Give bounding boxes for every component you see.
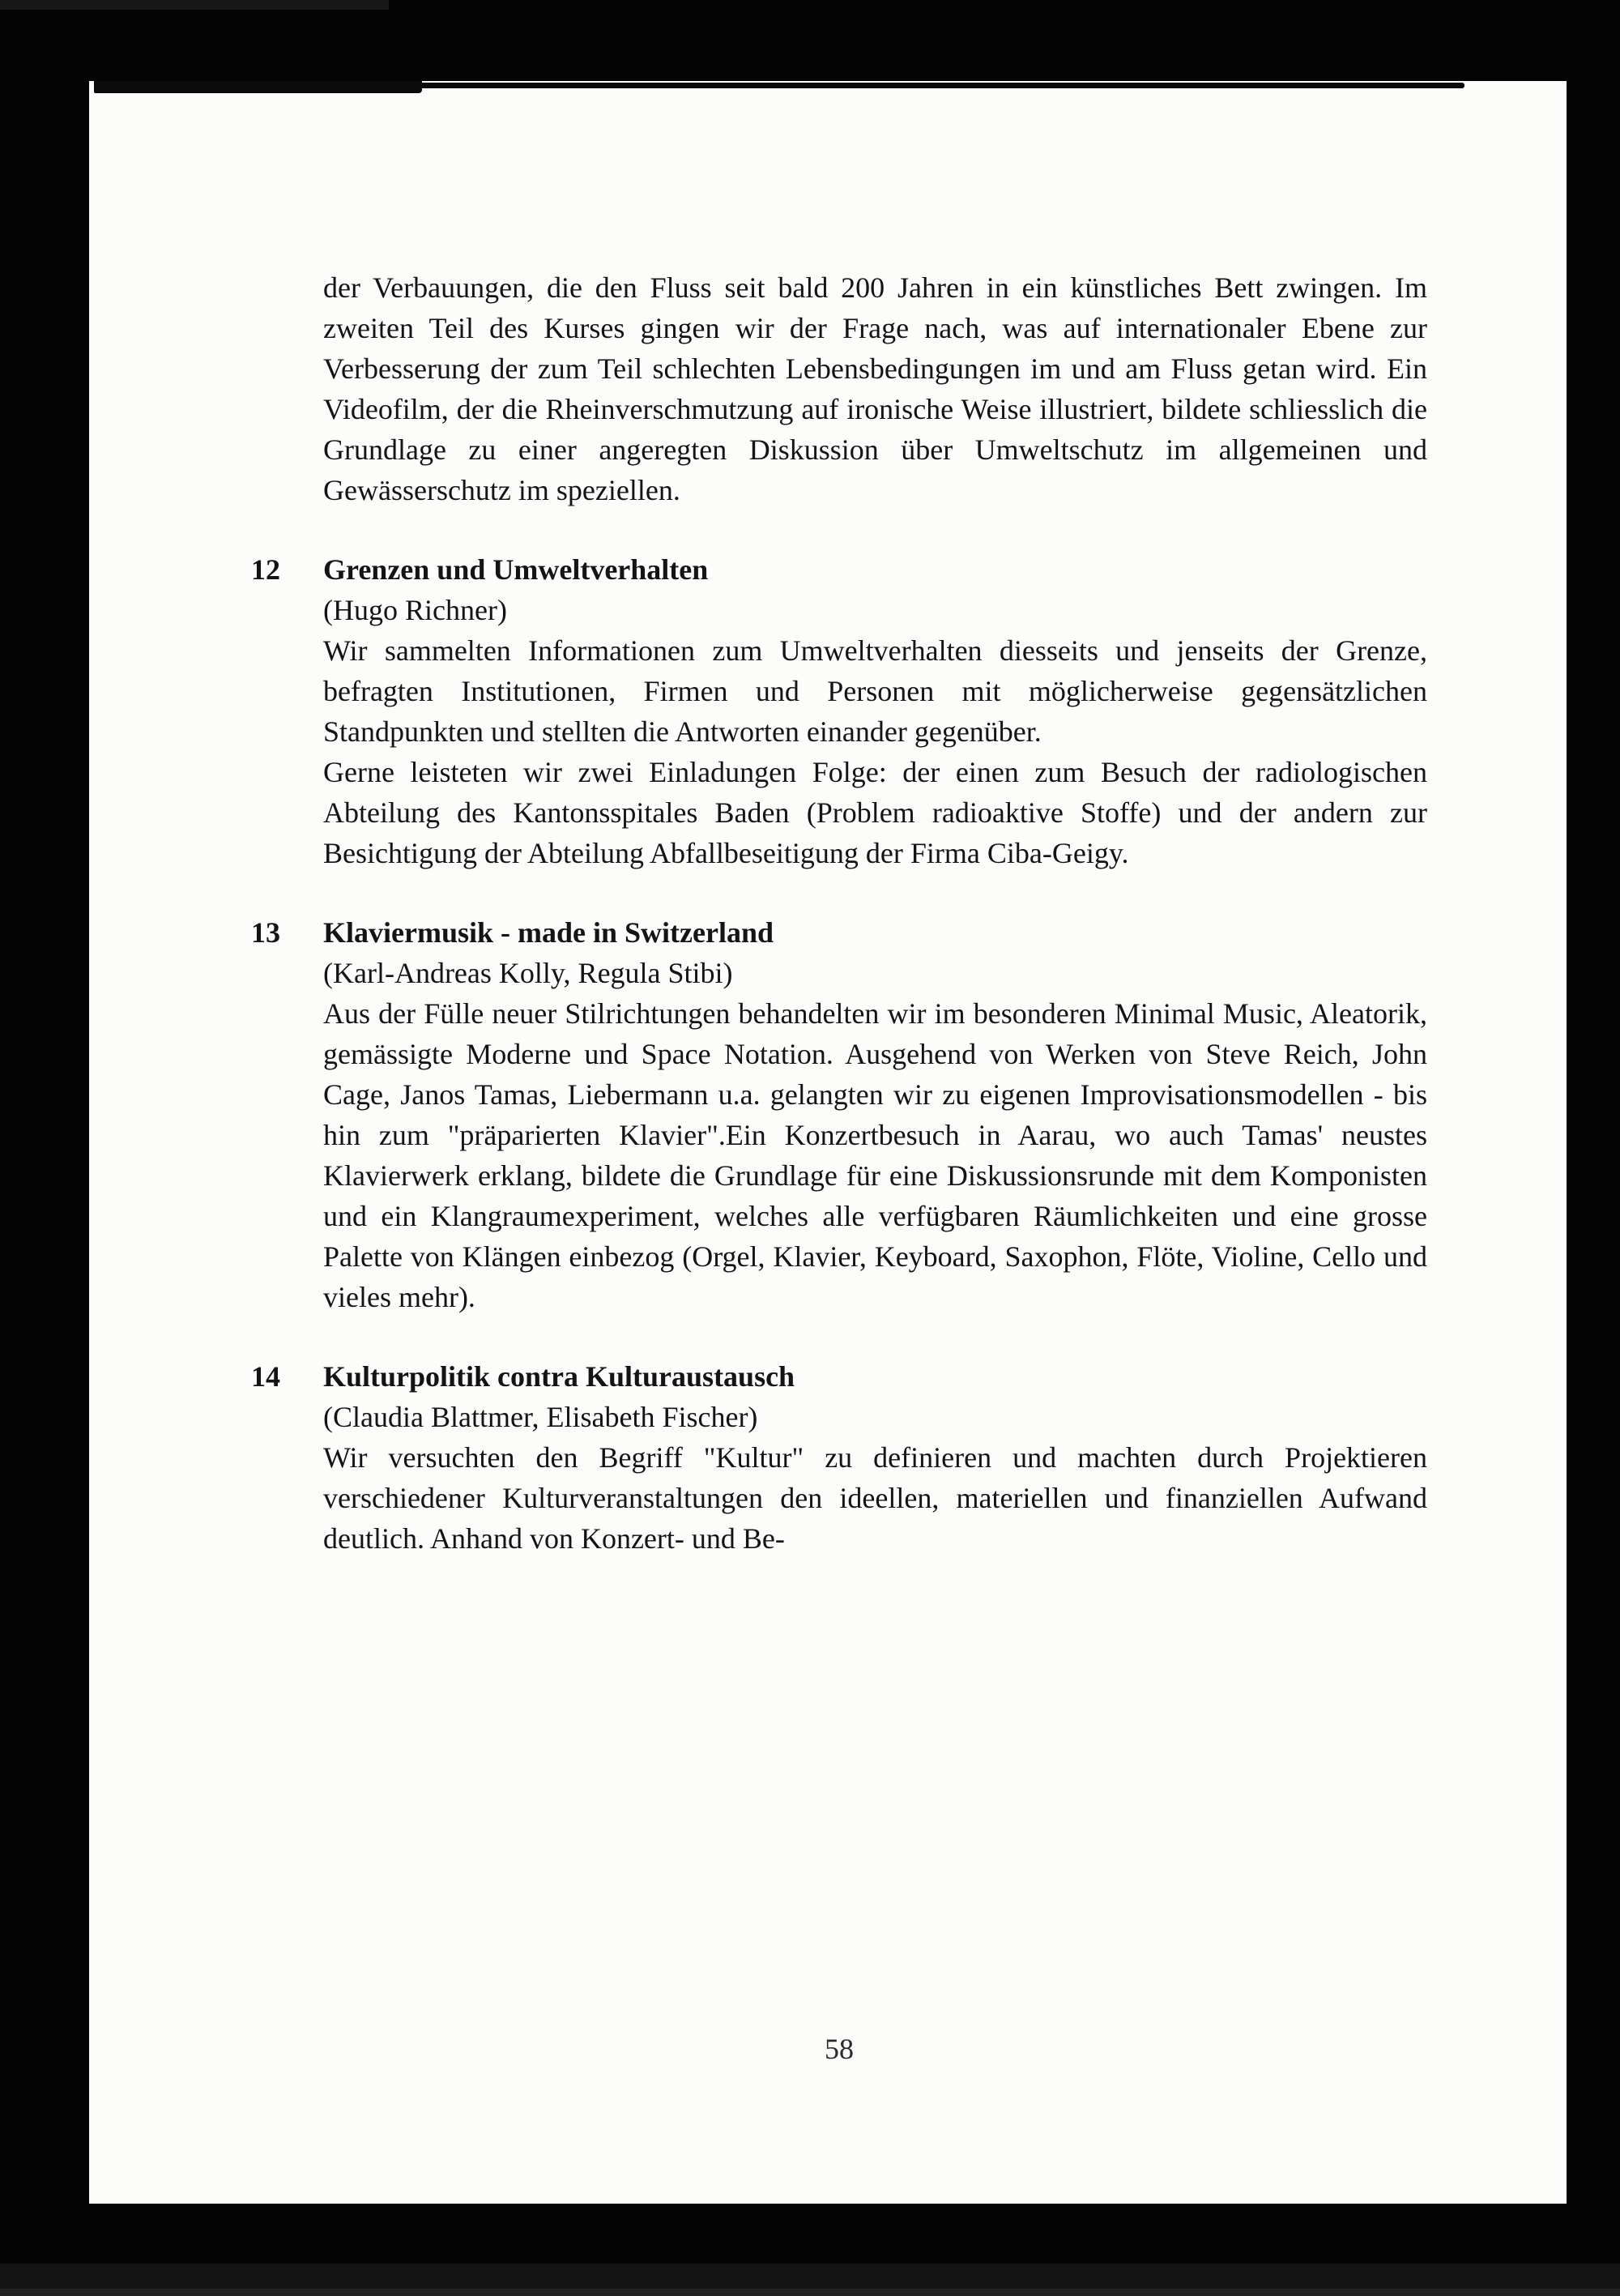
page-content <box>251 267 1427 1559</box>
section-title: Klaviermusik - made in Switzerland <box>323 916 774 949</box>
section-14 <box>251 1356 1427 1559</box>
paragraph: Gerne leisteten wir zwei Einladungen Folge: der einen zum Besuch der radiologischen Abteilung des Kantonsspitales Baden (Problem radioaktive Stoffe) und der andern zur Besichtigung der Abteilung Abfallbeseitigung der Firma Ciba-Geigy. <box>323 756 1427 869</box>
section-12 <box>251 549 1427 873</box>
section-title: Grenzen und Umweltverhalten <box>323 553 709 586</box>
paragraph: Aus der Fülle neuer Stilrichtungen behandelten wir im besonderen Minimal Music, Aleatorik, gemässigte Moderne und Space Notation. Ausgehend von Werken von Steve Reich, John Cage, Janos Tamas, Liebermann u.a. gelangten wir zu eigenen Improvisationsmodellen - bis hin zum "präparierten Klavier".Ein Konzertbesuch in Aarau, wo auch Tamas' neustes Klavierwerk erklang, bildete die Grundlage für eine Diskussionsrunde mit dem Komponisten und ein Klangraumexperiment, welches alle verfügbaren Räumlichkeiten und eine grosse Palette von Klängen einbezog (Orgel, Klavier, Keyboard, Saxophon, Flöte, Violine, Cello und vieles mehr). <box>323 997 1427 1313</box>
section-body <box>323 549 1427 873</box>
document-page <box>89 81 1567 2204</box>
section-authors: (Claudia Blattmer, Elisabeth Fischer) <box>323 1401 758 1433</box>
section-body <box>323 1356 1427 1559</box>
scan-edge-artifact-bottom-line <box>0 2289 1620 2296</box>
section-number: 13 <box>251 916 280 949</box>
section-body <box>323 912 1427 1317</box>
scan-edge-artifact-top <box>0 0 389 10</box>
paragraph: Wir sammelten Informationen zum Umweltverhalten diesseits und jenseits der Grenze, befragten Institutionen, Firmen und Personen mit möglicherweise gegensätzlichen Standpunkten und stellten die Antworten einander gegenüber. <box>323 634 1427 748</box>
section-13 <box>251 912 1427 1317</box>
scan-artifact-blob <box>94 81 422 93</box>
paragraph: Wir versuchten den Begriff "Kultur" zu definieren und machten durch Projektieren verschiedener Kulturveranstaltungen den ideellen, materiellen und finanziellen Aufwand deutlich. Anhand von Konzert- und Be- <box>323 1441 1427 1555</box>
section-authors: (Hugo Richner) <box>323 594 507 626</box>
scan-edge-artifact-bottom <box>0 2264 1620 2296</box>
page-number: 58 <box>825 2033 854 2065</box>
section-number: 14 <box>251 1360 280 1393</box>
section-title: Kulturpolitik contra Kulturaustausch <box>323 1360 795 1393</box>
section-number: 12 <box>251 553 280 586</box>
section-authors: (Karl-Andreas Kolly, Regula Stibi) <box>323 957 733 989</box>
intro-paragraph: der Verbauungen, die den Fluss seit bald 200 Jahren in ein künstliches Bett zwingen. Im zweiten Teil des Kurses gingen wir der Frage nach, was auf internationaler Ebene zur Verbesserung der zum Teil schlechten Lebensbedingungen im und am Fluss getan wird. Ein Videofilm, der die Rheinverschmutzung auf ironische Weise illustriert, bildete schliesslich die Grundlage zu einer angeregten Diskussion über Umweltschutz im allgemeinen und Gewässerschutz im speziellen. <box>323 271 1427 506</box>
